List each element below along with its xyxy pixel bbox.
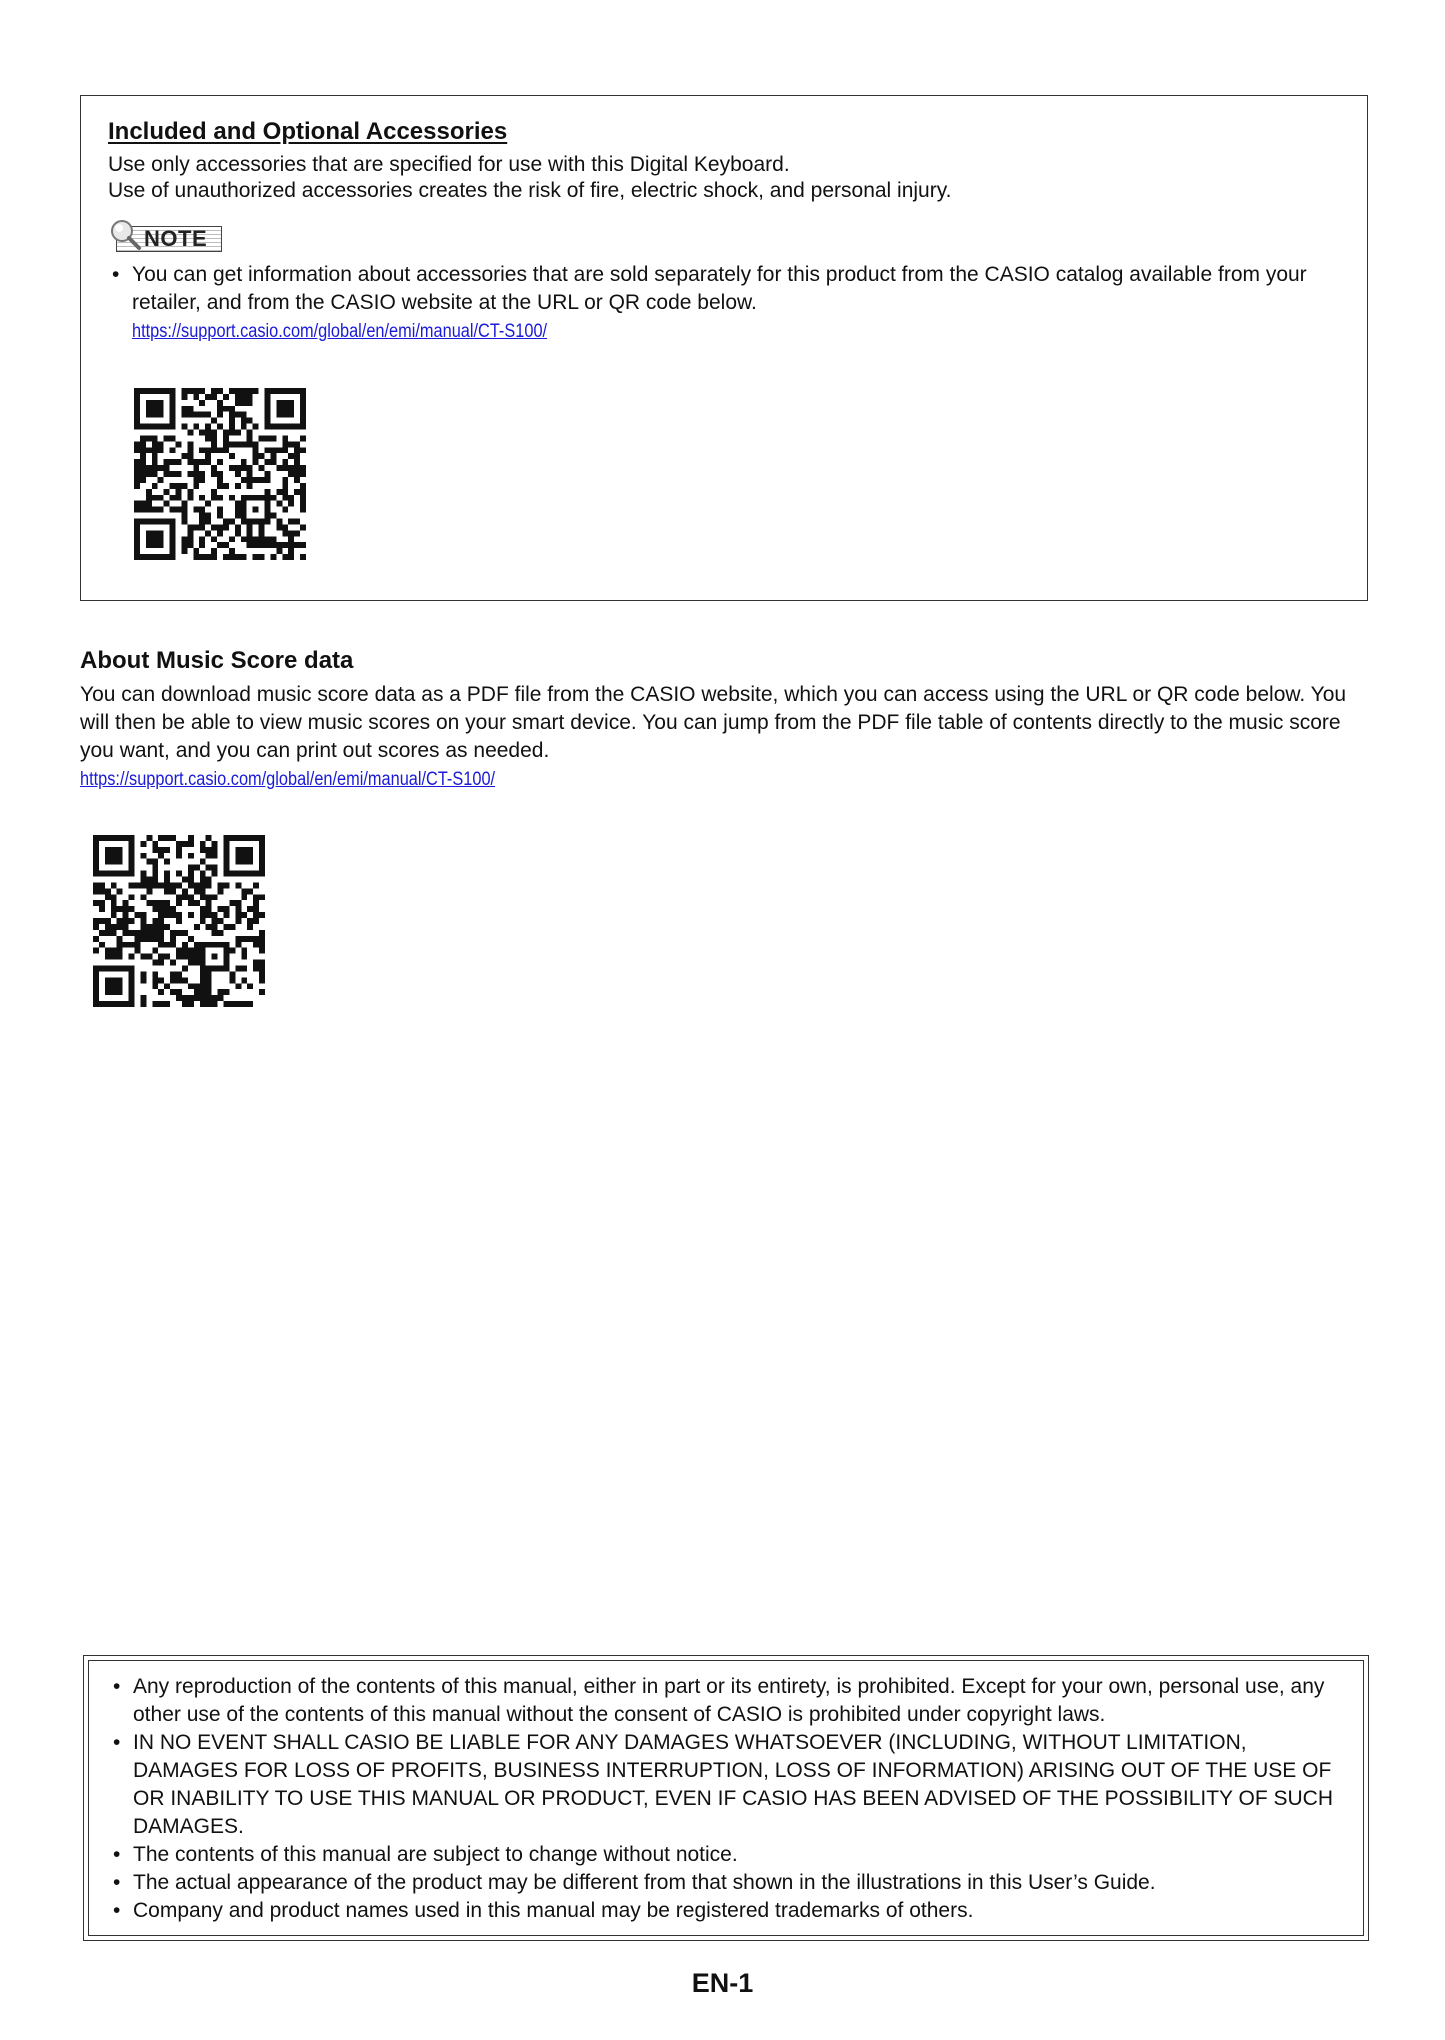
accessories-support-link[interactable]: https://support.casio.com/global/en/emi/manual/CT-S100/	[132, 321, 548, 342]
score-title: About Music Score data	[80, 647, 354, 674]
legal-item-text: The actual appearance of the product may be different from that shown in the illustrations in this User’s Guide.	[133, 1871, 1156, 1894]
accessories-line-1: Use only accessories that are specified for use with this Digital Keyboard.	[108, 153, 790, 176]
legal-notice-inner	[88, 1660, 1364, 1936]
score-paragraph: You can download music score data as a PDF file from the CASIO website, which you can access using the URL or QR code below. You will then be able to view music scores on your smart device. You can jump from the PDF file table of contents directly to the music score you want, and you can print out scores as needed.	[80, 683, 1347, 762]
legal-item-text: The contents of this manual are subject to change without notice.	[133, 1843, 738, 1866]
legal-notice-box	[83, 1655, 1369, 1941]
magnifier-icon	[108, 218, 148, 252]
score-support-link[interactable]: https://support.casio.com/global/en/emi/manual/CT-S100/	[80, 769, 496, 790]
accessories-box	[80, 95, 1368, 601]
score-link-wrap	[80, 767, 563, 794]
bullet-symbol: •	[113, 1871, 121, 1894]
legal-item-text: Company and product names used in this manual may be registered trademarks of others.	[133, 1899, 974, 1922]
bullet-symbol: •	[113, 1843, 121, 1866]
score-qr-code[interactable]	[93, 835, 265, 1007]
bullet-symbol: •	[113, 1899, 121, 1922]
accessories-bullet-list	[108, 261, 1348, 317]
legal-item-text: IN NO EVENT SHALL CASIO BE LIABLE FOR ANY DAMAGES WHATSOEVER (INCLUDING, WITHOUT LIMITATION, DAMAGES FOR LOSS OF PROFITS, BUSINESS INTERRUPTION, LOSS OF INFORMATION) ARISING OUT OF THE USE OF OR INABILITY TO USE THIS MANUAL OR PRODUCT, EVEN IF CASIO HAS BEEN ADVISED OF THE POSSIBILITY OF SUCH DAMAGES.	[133, 1731, 1333, 1838]
legal-bullet-list	[109, 1673, 1349, 1925]
bullet-symbol: •	[112, 263, 120, 286]
note-label: NOTE	[144, 226, 208, 251]
bullet-symbol: •	[113, 1731, 121, 1754]
page-number: EN-1	[691, 1968, 754, 1998]
list-item	[109, 1841, 1349, 1869]
accessories-line-2: Use of unauthorized accessories creates the risk of fire, electric shock, and personal injury.	[108, 179, 952, 202]
list-item	[109, 1729, 1349, 1841]
list-item	[109, 1897, 1349, 1925]
note-badge	[108, 218, 228, 254]
accessories-qr-code[interactable]	[134, 388, 306, 560]
bullet-symbol: •	[113, 1675, 121, 1698]
accessories-link-wrap	[132, 319, 615, 346]
list-item	[109, 1869, 1349, 1897]
accessories-bullet-text: You can get information about accessories that are sold separately for this product from the CASIO catalog available from your retailer, and from the CASIO website at the URL or QR code below.	[132, 263, 1307, 314]
list-item	[109, 1673, 1349, 1729]
legal-item-text: Any reproduction of the contents of this manual, either in part or its entirety, is prohibited. Except for your own, personal use, any other use of the contents of this manual without the consent of CASIO is prohibited under copyright laws.	[133, 1675, 1325, 1726]
accessories-title: Included and Optional Accessories	[108, 118, 508, 145]
list-item	[108, 261, 1348, 317]
